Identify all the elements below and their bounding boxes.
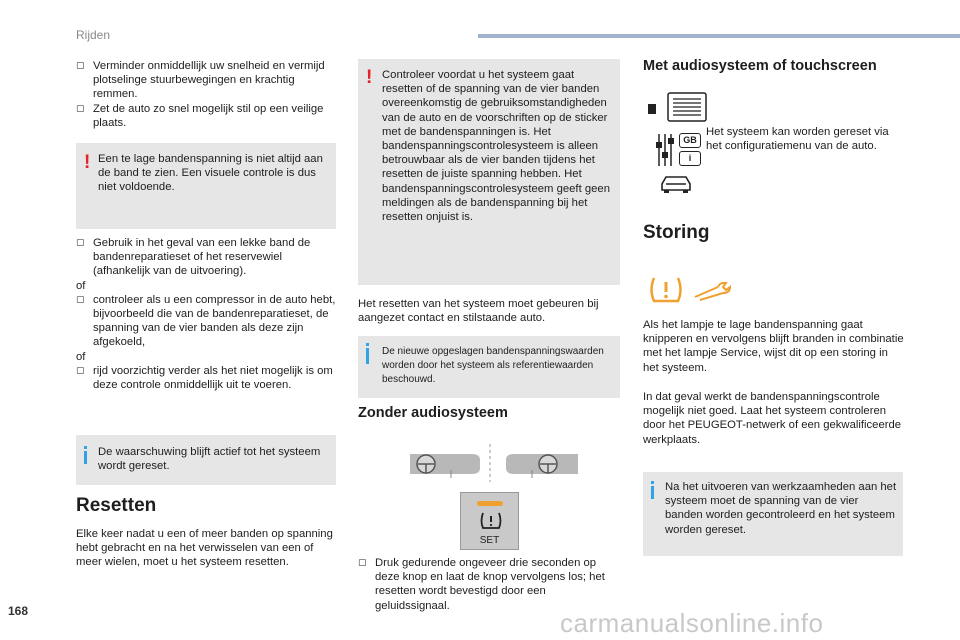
bullet-marker: ▢: [76, 61, 85, 71]
storing-text-2: In dat geval werkt de bandenspanningscontrole mogelijk niet goed. Laat het systeem controleren door het PEUGEOT-netwerk of een gekwalificeerde werkplaats.: [643, 391, 902, 446]
heading-resetten: Resetten: [76, 495, 157, 516]
info-badge: i: [679, 151, 701, 166]
bullet-text: controleer als u een compressor in de auto hebt, bijvoorbeeld die van de bandenreparatieset, de spanning van de vier banden als deze zijn afgekoeld,: [93, 293, 336, 349]
col1-instructions: [76, 236, 340, 392]
warning-icon: !: [84, 152, 91, 173]
bullet-text: Gebruik in het geval van een lekke band de bandenreparatieset of het reservewiel (afhankelijk van de uitvoering).: [93, 237, 311, 278]
watermark-text: carmanualsonline.info: [560, 608, 824, 638]
set-label: SET: [479, 535, 500, 546]
heading-zonder-audiosysteem: Zonder audiosysteem: [358, 405, 508, 421]
resetten-text: Elke keer nadat u een of meer banden op spanning hebt gebracht en na het verwisselen van een of meer wielen, moet u het systeem resetten.: [76, 528, 333, 569]
info-icon: [366, 348, 369, 364]
warning-box: [76, 143, 336, 229]
col1-bullets-top: [76, 59, 338, 130]
heading-met-audiosysteem: Met audiosysteem of touchscreen: [643, 58, 877, 74]
settings-icon: [656, 132, 704, 168]
bullet-marker: ▢: [76, 238, 85, 248]
warning-icon: !: [366, 67, 373, 88]
or-text: of: [76, 279, 86, 292]
list-item: [76, 236, 340, 279]
warning-box: [358, 59, 620, 285]
screen-icon: [648, 92, 708, 122]
bullet-marker: ▢: [76, 294, 85, 305]
bullet-text: rijd voorzichtig verder als het niet mogelijk is om deze controle onmiddellijk uit te voeren.: [93, 364, 333, 392]
warning-text: Controleer voordat u het systeem gaat resetten of de spanning van de vier banden overeenkomstig de gebruiksomstandigheden van de auto en de voorschriften op de sticker met de bandenspanningen is. Het bandenspanningscontrolesysteem is alleen betrouwbaar als de vier banden tijdens het resetten de juiste spanning hebben. Het bandenspanningscontrolesysteem geeft geen meldingen als de bandenspanning bij het resetten onjuist is.: [382, 69, 610, 224]
info-text: De waarschuwing blijft actief tot het systeem wordt gereset.: [98, 446, 321, 473]
info-text: De nieuwe opgeslagen bandenspanningswaarden worden door het systeem als referentiewaarden beschouwd.: [382, 346, 604, 385]
list-item: [358, 556, 620, 613]
col2-bullets: [358, 556, 620, 613]
tyre-pressure-icon: [479, 511, 503, 531]
bullet-marker: ▢: [76, 103, 85, 114]
dashboard-illustration-svg: [408, 442, 580, 484]
list-item: [76, 293, 340, 350]
info-text: Na het uitvoeren van werkzaamheden aan het systeem moet de spanning van de vier banden worden gecontroleerd en het systeem worden gereset.: [665, 481, 897, 536]
storing-text-1: Als het lampje te lage bandenspanning gaat knipperen en vervolgens blijft branden in combinatie met het lampje Service, wijst dit op een storing in het systeem.: [643, 319, 904, 374]
language-badge: GB: [679, 133, 701, 148]
running-header: Rijden: [76, 28, 111, 42]
bullet-marker: ▢: [76, 365, 85, 376]
list-item: [76, 364, 340, 392]
config-menu-text: Het systeem kan worden gereset via het configuratiemenu van de auto.: [706, 126, 889, 153]
service-wrench-icon: [692, 280, 732, 302]
vehicle-icon: [658, 174, 694, 194]
info-box: [358, 336, 620, 398]
bullet-text: Druk gedurende ongeveer drie seconden op deze knop en laat de knop vervolgens los; het resetten wordt bevestigd door een geluidssignaal.: [375, 557, 605, 612]
heading-storing: Storing: [643, 222, 710, 243]
list-item: [76, 102, 338, 130]
list-item: [76, 59, 338, 102]
bullet-marker: ▢: [358, 558, 367, 568]
tyre-warning-lamp-icon: [648, 276, 684, 304]
tyre-reset-set-button[interactable]: [460, 492, 519, 550]
or-text: of: [76, 350, 86, 363]
info-icon: [651, 486, 654, 499]
page-number: 168: [8, 604, 29, 618]
info-icon: [84, 451, 87, 464]
dashboard-illustration: [408, 442, 580, 484]
bullet-text: Verminder onmiddellijk uw snelheid en vermijd plotselinge stuurbewegingen en krachtig remmen.: [93, 60, 325, 101]
bullet-text: Zet de auto zo snel mogelijk stil op een veilige plaats.: [93, 102, 324, 129]
header-bar: [478, 34, 960, 38]
info-box: [643, 472, 903, 556]
warning-text: Een te lage bandenspanning is niet altijd aan de band te zien. Een visuele controle is dus niet voldoende.: [98, 153, 323, 194]
reset-condition-text: Het resetten van het systeem moet gebeuren bij aangezet contact en stilstaande auto.: [358, 298, 599, 325]
info-box: [76, 435, 336, 485]
indicator-led: [477, 501, 503, 506]
